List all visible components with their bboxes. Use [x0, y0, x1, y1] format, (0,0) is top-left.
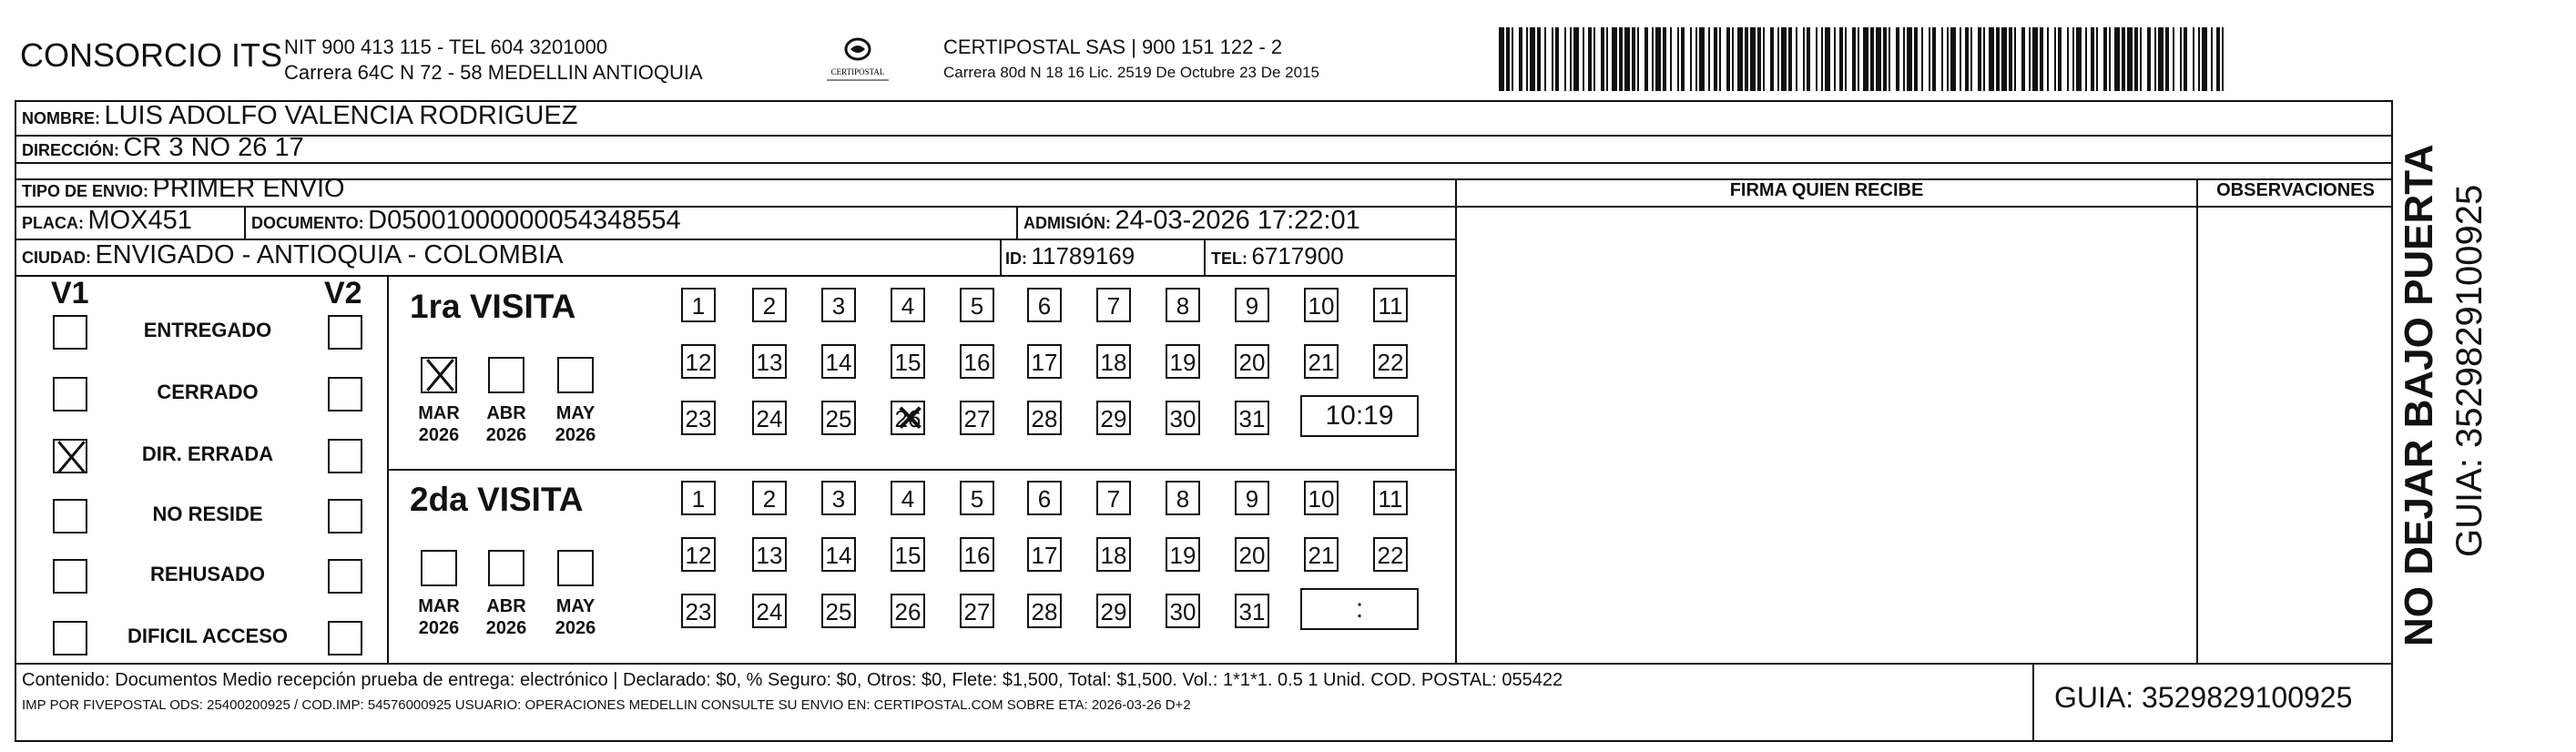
barcode-bar	[1978, 27, 1981, 91]
day-box[interactable]: 25	[821, 594, 856, 628]
barcode-bar	[1821, 27, 1823, 91]
barcode-bar	[1876, 27, 1881, 91]
barcode-bar	[2211, 27, 2213, 91]
barcode-bar	[1732, 27, 1734, 91]
v2-checkbox[interactable]	[328, 621, 362, 655]
day-box[interactable]: 27	[960, 594, 994, 628]
barcode-bar	[2091, 27, 2094, 91]
barcode-bar	[1947, 27, 1949, 91]
admission-label: ADMISIÓN:	[1023, 214, 1111, 232]
id-value: 11789169	[1031, 242, 1135, 269]
month-name: MAR	[418, 403, 460, 423]
carrier-line: CERTIPOSTAL SAS | 900 151 122 - 2	[943, 36, 1283, 58]
barcode-bar	[1816, 27, 1817, 91]
id-label: ID:	[1005, 249, 1027, 268]
barcode-bar	[1970, 27, 1972, 91]
barcode-bar	[1834, 27, 1836, 91]
company-address-line: Carrera 64C N 72 - 58 MEDELLIN ANTIOQUIA	[284, 61, 703, 84]
month-name: ABR	[486, 403, 526, 423]
barcode-bar	[1950, 27, 1956, 91]
barcode-bar	[1612, 27, 1617, 91]
month-label	[548, 595, 603, 639]
footer-print-line: IMP POR FIVEPOSTAL ODS: 25400200925 / COD.IMP: 54576000925 USUARIO: OPERACIONES MEDELLIN CONSULTE SU ENVIO EN: CERTIPOSTAL.COM SOBRE ETA: 2026-03-26 D+2	[22, 697, 1191, 713]
barcode-bar	[2147, 27, 2151, 91]
barcode-bar	[1652, 27, 1654, 91]
barcode-bar	[1763, 27, 1765, 91]
day-box[interactable]: 23	[681, 401, 716, 435]
tel-label: TEL:	[1211, 249, 1247, 268]
divider	[2196, 178, 2198, 663]
shipment-type: PRIMER ENVIO	[152, 174, 345, 203]
divider	[1455, 178, 1457, 663]
barcode-bar	[1499, 27, 1504, 91]
month-checkbox[interactable]	[421, 357, 457, 393]
visit-time[interactable]: 10:19	[1300, 395, 1419, 437]
day-box[interactable]: 27	[960, 401, 994, 435]
day-box[interactable]: 6	[1027, 288, 1062, 322]
day-box[interactable]: 14	[821, 344, 856, 379]
barcode-bar	[1781, 27, 1787, 91]
divider	[2032, 663, 2034, 742]
day-box[interactable]: 19	[1166, 537, 1200, 572]
divider	[1000, 239, 1002, 275]
side-guia-number: GUIA: 3529829100925	[2449, 184, 2489, 557]
carrier-license-line: Carrera 80d N 18 16 Lic. 2519 De Octubre 23 De 2015	[943, 64, 1319, 81]
barcode-bar	[1960, 27, 1961, 91]
month-label	[548, 402, 603, 446]
day-box[interactable]: 13	[752, 537, 787, 572]
month-checkbox[interactable]	[557, 357, 594, 393]
month-label	[412, 595, 466, 639]
document-value: D05001000000054348554	[368, 206, 681, 235]
month-checkbox[interactable]	[557, 550, 594, 586]
day-box[interactable]: 22	[1373, 537, 1408, 572]
day-box[interactable]: 5	[960, 481, 994, 515]
status-option-label: REHUSADO	[150, 563, 265, 585]
barcode-bar	[1989, 27, 1994, 91]
footer-guia-number: GUIA: 3529829100925	[2054, 681, 2353, 714]
barcode-bar	[2173, 27, 2174, 91]
day-box[interactable]: 10	[1304, 481, 1339, 515]
barcode-bar	[2067, 27, 2069, 91]
name-label: NOMBRE:	[22, 109, 100, 127]
barcode-bar	[1690, 27, 1692, 91]
recipient-name: LUIS ADOLFO VALENCIA RODRIGUEZ	[104, 101, 578, 130]
barcode-bar	[1737, 27, 1743, 91]
day-box[interactable]: 7	[1096, 481, 1131, 515]
barcode-bar	[2009, 27, 2012, 91]
barcode-bar	[1714, 27, 1717, 91]
divider	[1455, 206, 2393, 208]
barcode-bar	[2054, 27, 2056, 91]
document-cell	[251, 206, 681, 236]
month-name: ABR	[486, 596, 526, 616]
barcode-bar	[1583, 27, 1584, 91]
visit-title: 2da VISITA	[410, 481, 584, 518]
status-option-label: CERRADO	[157, 381, 259, 403]
barcode-bar	[1839, 27, 1843, 91]
barcode-bar	[2222, 27, 2224, 91]
barcode-bar	[1601, 27, 1604, 91]
day-box[interactable]: 9	[1235, 481, 1269, 515]
plate-label: PLACA:	[22, 214, 84, 232]
status-option-label: DIFICIL ACCESO	[127, 625, 288, 647]
day-box[interactable]: 26	[891, 594, 925, 628]
month-year: 2026	[485, 618, 527, 638]
footer-content-line: Contenido: Documentos Medio recepción prueba de entrega: electrónico | Declarado: $0, % Seguro: $0, Otros: $0, Flete: $1,500, Total: $1,500. Vol.: 1*1*1. 0.5 1 Unid. COD. POSTAL: 055422	[22, 670, 1563, 690]
barcode-bar	[1757, 27, 1761, 91]
barcode-bar	[1519, 27, 1522, 91]
barcode-bar	[1845, 27, 1847, 91]
day-box[interactable]: 23	[681, 594, 716, 628]
barcode-bar	[2140, 27, 2142, 91]
barcode-bar	[1644, 27, 1648, 91]
v1-header: V1	[51, 276, 89, 310]
barcode-bar	[1606, 27, 1608, 91]
barcode-bar	[2072, 27, 2074, 91]
barcode-bar	[2021, 27, 2025, 91]
barcode-bar	[2184, 27, 2187, 91]
barcode-bar	[1537, 27, 1541, 91]
day-box[interactable]: 15	[891, 537, 925, 572]
day-box[interactable]: 31	[1235, 401, 1269, 435]
day-box[interactable]: 8	[1166, 481, 1200, 515]
day-box[interactable]: 19	[1166, 344, 1200, 379]
day-box[interactable]: 5	[960, 288, 994, 322]
barcode-bar	[1745, 27, 1748, 91]
month-name: MAY	[555, 403, 596, 423]
city-cell	[22, 240, 563, 270]
barcode-bar	[1921, 27, 1923, 91]
divider	[1016, 206, 1018, 239]
month-year: 2026	[485, 425, 527, 445]
barcode-bar	[1681, 27, 1685, 91]
city-value: ENVIGADO - ANTIOQUIA - COLOMBIA	[95, 240, 564, 269]
day-box[interactable]: 29	[1096, 401, 1131, 435]
status-option-label: NO RESIDE	[152, 503, 263, 525]
barcode-bar	[1619, 27, 1623, 91]
day-box[interactable]: 1	[681, 481, 716, 515]
v1-checkbox[interactable]	[53, 559, 87, 594]
barcode-bar	[1552, 27, 1553, 91]
barcode-bar	[2202, 27, 2207, 91]
barcode-bar	[1570, 27, 1572, 91]
barcode-bar	[2165, 27, 2169, 91]
status-option-label: DIR. ERRADA	[141, 442, 274, 465]
divider	[15, 162, 2393, 164]
barcode-bar	[1965, 27, 1969, 91]
tel-value: 6717900	[1251, 242, 1344, 269]
month-year: 2026	[555, 425, 596, 445]
day-box[interactable]: 28	[1027, 401, 1062, 435]
barcode-bar	[1870, 27, 1874, 91]
barcode-bar	[1530, 27, 1535, 91]
month-year: 2026	[418, 618, 460, 638]
divider	[244, 206, 246, 239]
month-label	[412, 402, 466, 446]
month-label	[479, 402, 534, 446]
barcode-bar	[1825, 27, 1830, 91]
day-box[interactable]: 3	[821, 481, 856, 515]
barcode-bar	[2198, 27, 2200, 91]
barcode-bar	[2216, 27, 2220, 91]
day-box[interactable]: 30	[1166, 594, 1200, 628]
barcode-bar	[1932, 27, 1936, 91]
month-name: MAY	[555, 596, 596, 616]
month-year: 2026	[418, 425, 460, 445]
day-box[interactable]: 30	[1166, 401, 1200, 435]
barcode-bar	[1708, 27, 1710, 91]
divider	[15, 135, 2393, 137]
barcode-bar	[1512, 27, 1513, 91]
barcode-bar	[1670, 27, 1672, 91]
barcode-bar	[1663, 27, 1666, 91]
id-cell	[1005, 242, 1135, 270]
barcode-bar	[1852, 27, 1856, 91]
day-box[interactable]: 11	[1373, 288, 1408, 322]
barcode-bar	[2058, 27, 2062, 91]
v2-checkbox[interactable]	[328, 559, 362, 594]
barcode-bar	[1699, 27, 1705, 91]
type-row	[22, 174, 345, 204]
barcode-bar	[2180, 27, 2182, 91]
barcode-bar	[1655, 27, 1661, 91]
barcode-bar	[2109, 27, 2111, 91]
v2-checkbox[interactable]	[328, 377, 362, 412]
barcode-bar	[2158, 27, 2164, 91]
day-box[interactable]: 26 ✕	[891, 401, 925, 435]
barcode-bar	[2193, 27, 2194, 91]
day-box[interactable]: 12	[681, 537, 716, 572]
company-nit-line: NIT 900 413 115 - TEL 604 3201000	[284, 36, 608, 58]
day-box[interactable]: 29	[1096, 594, 1131, 628]
recipient-address: CR 3 NO 26 17	[123, 133, 304, 162]
day-box[interactable]: 25	[821, 401, 856, 435]
day-box[interactable]: 14	[821, 537, 856, 572]
barcode-bar	[1863, 27, 1868, 91]
day-box[interactable]: 2	[752, 288, 787, 322]
month-checkbox[interactable]	[488, 550, 524, 586]
barcode-bar	[2047, 27, 2049, 91]
day-box[interactable]: 20	[1235, 537, 1269, 572]
barcode-bar	[1506, 27, 1510, 91]
admission-cell	[1023, 206, 1360, 236]
signature-column-header: FIRMA QUIEN RECIBE	[1729, 180, 1924, 200]
divider	[387, 275, 389, 663]
barcode-bar	[1889, 27, 1890, 91]
v2-checkbox[interactable]	[328, 499, 362, 534]
barcode-bar	[2014, 27, 2016, 91]
day-box[interactable]: 16	[960, 344, 994, 379]
barcode-bar	[1750, 27, 1756, 91]
side-warning-text: NO DEJAR BAJO PUERTA	[2397, 144, 2441, 646]
barcode-bar	[1796, 27, 1797, 91]
barcode-bar	[1555, 27, 1559, 91]
day-box[interactable]: 16	[960, 537, 994, 572]
certipostal-logo	[818, 33, 898, 87]
name-row	[22, 101, 577, 131]
logo-text: CERTIPOSTAL	[830, 67, 885, 76]
day-box[interactable]: 21	[1304, 344, 1339, 379]
barcode-bar	[1588, 27, 1592, 91]
barcode-bar	[1983, 27, 1985, 91]
day-box[interactable]: 20	[1235, 344, 1269, 379]
day-box[interactable]: 3	[821, 288, 856, 322]
v2-checkbox[interactable]	[328, 315, 362, 350]
day-box[interactable]: 18	[1096, 344, 1131, 379]
day-box[interactable]: 28	[1027, 594, 1062, 628]
day-box[interactable]: 8	[1166, 288, 1200, 322]
barcode-bar	[2103, 27, 2107, 91]
barcode-bar	[1896, 27, 1899, 91]
month-checkbox[interactable]	[488, 357, 524, 393]
document-label: DOCUMENTO:	[251, 214, 364, 232]
barcode-bar	[1719, 27, 1721, 91]
barcode-bar	[1803, 27, 1805, 91]
month-year: 2026	[555, 618, 596, 638]
observations-column-header: OBSERVACIONES	[2216, 180, 2375, 200]
day-box[interactable]: 17	[1027, 537, 1062, 572]
month-checkbox[interactable]	[421, 550, 457, 586]
barcode-bar	[2154, 27, 2156, 91]
day-box[interactable]: 21	[1304, 537, 1339, 572]
barcode-bar	[1632, 27, 1635, 91]
v1-checkbox[interactable]	[53, 499, 87, 534]
barcode-bar	[2032, 27, 2038, 91]
barcode-bar	[2076, 27, 2082, 91]
v1-checkbox[interactable]	[53, 621, 87, 655]
barcode-bar	[2114, 27, 2120, 91]
plate-cell	[22, 206, 192, 236]
barcode-bar	[1573, 27, 1579, 91]
v1-checkbox[interactable]	[53, 439, 87, 473]
day-box[interactable]: 31	[1235, 594, 1269, 628]
barcode-bar	[1858, 27, 1859, 91]
type-label: TIPO DE ENVIO:	[22, 182, 149, 200]
day-box[interactable]: 1	[681, 288, 716, 322]
month-label	[479, 595, 534, 639]
barcode-bar	[1544, 27, 1546, 91]
barcode-bar	[1677, 27, 1679, 91]
barcode-bar	[2096, 27, 2098, 91]
barcode-bar	[1907, 27, 1912, 91]
barcode-bar	[1777, 27, 1779, 91]
divider	[15, 275, 1457, 277]
day-box[interactable]: 9	[1235, 288, 1269, 322]
barcode-bar	[2001, 27, 2007, 91]
barcode-bar	[1624, 27, 1630, 91]
v1-checkbox[interactable]	[53, 315, 87, 350]
v2-header: V2	[324, 276, 362, 310]
barcode-bar	[1726, 27, 1730, 91]
barcode-bar	[1564, 27, 1566, 91]
barcode	[1499, 27, 2224, 91]
barcode-bar	[1903, 27, 1905, 91]
barcode-bar	[1526, 27, 1528, 91]
day-box[interactable]: 7	[1096, 288, 1131, 322]
v2-checkbox[interactable]	[328, 439, 362, 473]
visit-title: 1ra VISITA	[410, 288, 576, 325]
carrier-info	[943, 35, 1319, 86]
day-box[interactable]: 24	[752, 594, 787, 628]
address-row	[22, 133, 304, 163]
address-label: DIRECCIÓN:	[22, 141, 119, 159]
city-label: CIUDAD:	[22, 249, 91, 267]
company-name: CONSORCIO ITS	[20, 36, 283, 74]
barcode-bar	[2085, 27, 2087, 91]
barcode-bar	[1883, 27, 1887, 91]
barcode-bar	[1807, 27, 1810, 91]
company-info	[284, 35, 703, 86]
month-name: MAR	[418, 596, 460, 616]
barcode-bar	[2040, 27, 2043, 91]
divider	[387, 469, 1456, 471]
visit-time[interactable]: :	[1300, 588, 1419, 630]
barcode-bar	[2134, 27, 2138, 91]
tel-cell	[1211, 242, 1344, 270]
day-box[interactable]: 12	[681, 344, 716, 379]
day-box[interactable]: 13	[752, 344, 787, 379]
day-box[interactable]: 2	[752, 481, 787, 515]
divider	[1204, 239, 1206, 275]
day-box[interactable]: 11	[1373, 481, 1408, 515]
divider	[15, 663, 2393, 665]
status-option-label: ENTREGADO	[143, 319, 272, 341]
day-box[interactable]: 17	[1027, 344, 1062, 379]
barcode-bar	[2127, 27, 2133, 91]
v1-checkbox[interactable]	[53, 377, 87, 412]
day-box[interactable]: 15	[891, 344, 925, 379]
day-box[interactable]: 6	[1027, 481, 1062, 515]
barcode-bar	[1695, 27, 1697, 91]
barcode-bar	[1788, 27, 1792, 91]
barcode-bar	[1929, 27, 1930, 91]
barcode-bar	[1637, 27, 1639, 91]
day-box[interactable]: 10	[1304, 288, 1339, 322]
barcode-bar	[1996, 27, 2000, 91]
admission-value: 24-03-2026 17:22:01	[1115, 206, 1360, 235]
day-box[interactable]: 22	[1373, 344, 1408, 379]
barcode-bar	[1593, 27, 1595, 91]
day-box[interactable]: 18	[1096, 537, 1131, 572]
day-box[interactable]: 4	[891, 288, 925, 322]
barcode-bar	[2122, 27, 2125, 91]
plate-value: MOX451	[87, 206, 192, 235]
barcode-bar	[2029, 27, 2031, 91]
day-box[interactable]: 4	[891, 481, 925, 515]
barcode-bar	[1941, 27, 1943, 91]
barcode-bar	[1770, 27, 1774, 91]
day-box[interactable]: 24	[752, 401, 787, 435]
barcode-bar	[1914, 27, 1918, 91]
